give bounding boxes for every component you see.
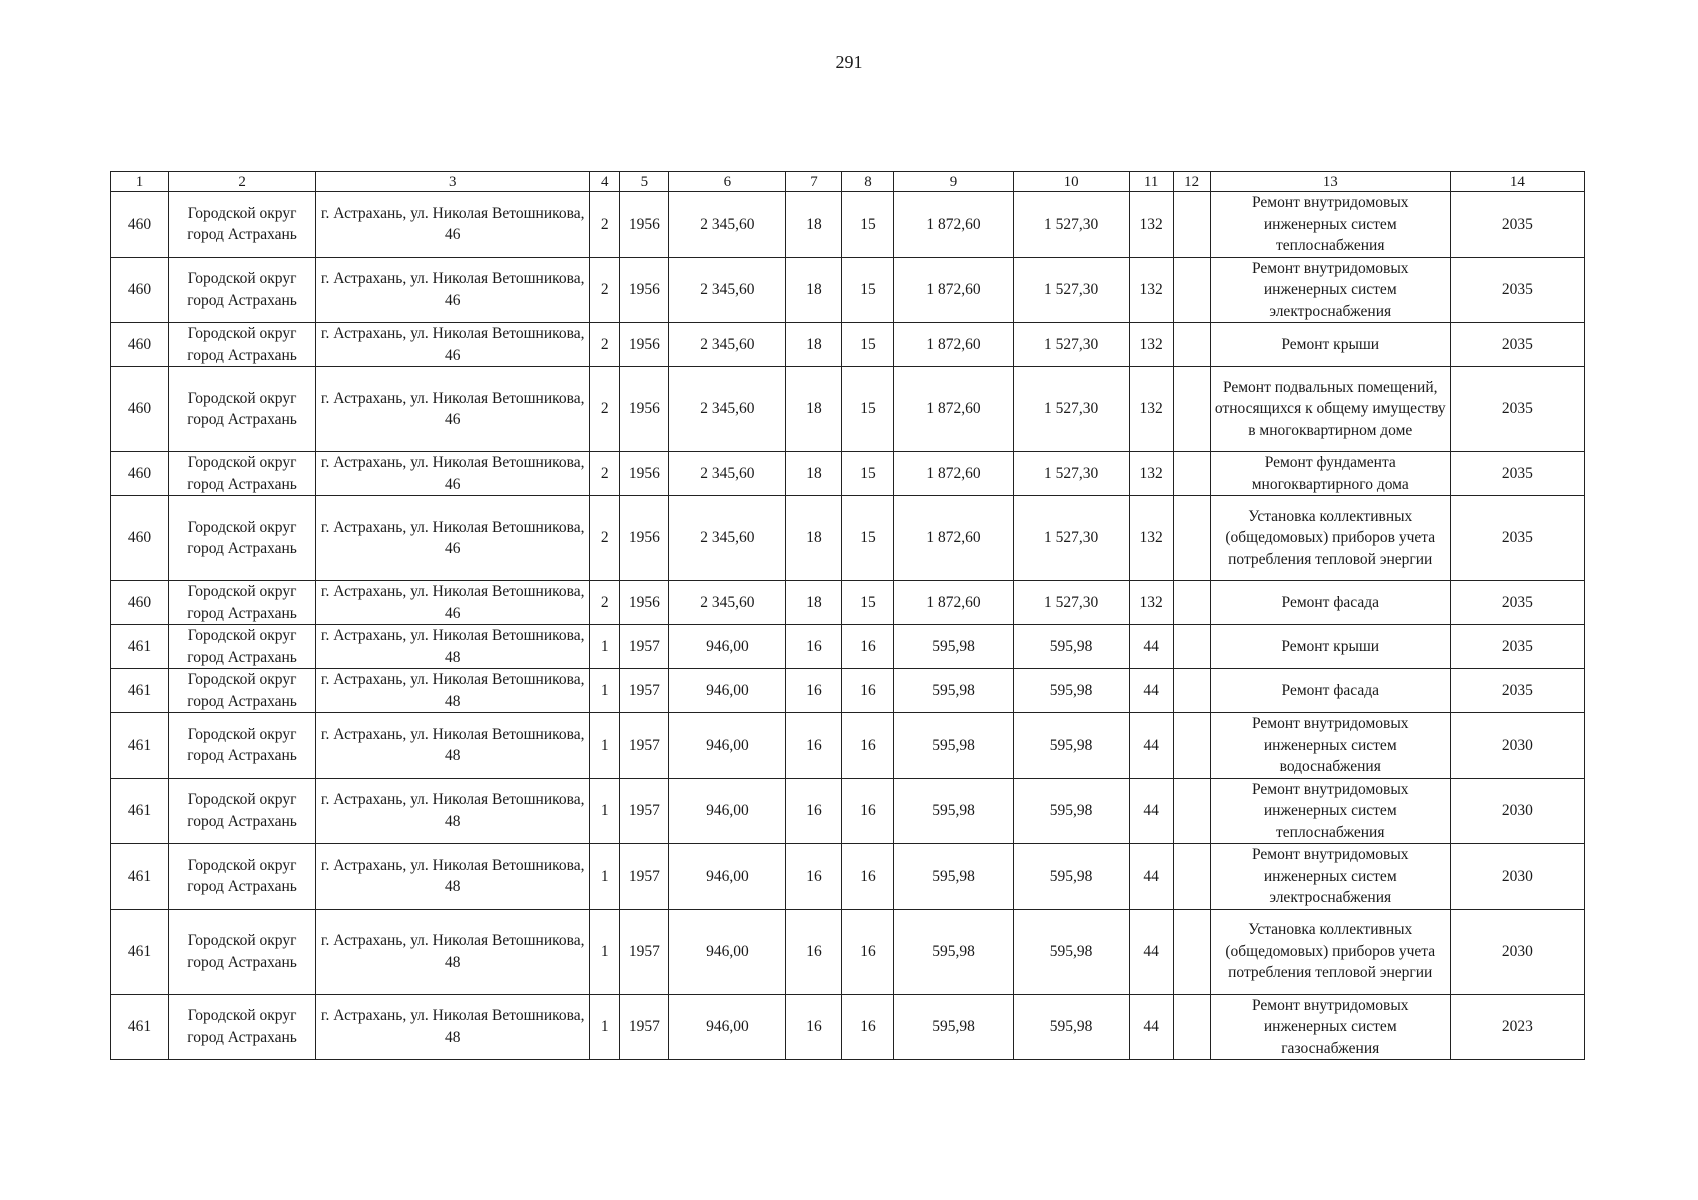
municipality-cell: Городской округ город Астрахань — [169, 257, 316, 323]
col-7-cell: 18 — [786, 257, 842, 323]
residents-cell: 44 — [1129, 625, 1173, 669]
table-row — [111, 257, 1585, 323]
floors-cell: 1 — [590, 625, 620, 669]
col-10-cell: 595,98 — [1013, 625, 1129, 669]
residents-cell: 132 — [1129, 192, 1173, 258]
col-10-cell: 1 527,30 — [1013, 581, 1129, 625]
address-cell: г. Астрахань, ул. Николая Ветошникова, 46 — [316, 367, 590, 452]
address-cell: г. Астрахань, ул. Николая Ветошникова, 46 — [316, 452, 590, 496]
total-area-cell: 946,00 — [669, 625, 786, 669]
work-type-cell: Ремонт внутридомовых инженерных систем водоснабжения — [1210, 713, 1450, 779]
total-area-cell: 946,00 — [669, 844, 786, 910]
total-area-cell: 2 345,60 — [669, 323, 786, 367]
column-header: 8 — [842, 172, 894, 192]
year-built-cell: 1956 — [620, 257, 669, 323]
col-8-cell: 16 — [842, 778, 894, 844]
col-8-cell: 16 — [842, 909, 894, 994]
row-number-cell: 461 — [111, 669, 169, 713]
municipality-cell: Городской округ город Астрахань — [169, 452, 316, 496]
col-10-cell: 595,98 — [1013, 844, 1129, 910]
living-area-cell: 1 872,60 — [894, 323, 1013, 367]
work-type-cell: Ремонт внутридомовых инженерных систем теплоснабжения — [1210, 192, 1450, 258]
municipality-cell: Городской округ город Астрахань — [169, 778, 316, 844]
planned-year-cell: 2030 — [1450, 778, 1584, 844]
col-12-cell — [1173, 323, 1210, 367]
residents-cell: 44 — [1129, 909, 1173, 994]
row-number-cell: 461 — [111, 778, 169, 844]
row-number-cell: 461 — [111, 994, 169, 1060]
work-type-cell: Ремонт внутридомовых инженерных систем газоснабжения — [1210, 994, 1450, 1060]
year-built-cell: 1956 — [620, 323, 669, 367]
col-8-cell: 15 — [842, 323, 894, 367]
col-12-cell — [1173, 192, 1210, 258]
year-built-cell: 1957 — [620, 778, 669, 844]
table-row — [111, 452, 1585, 496]
column-header: 14 — [1450, 172, 1584, 192]
year-built-cell: 1957 — [620, 669, 669, 713]
living-area-cell: 1 872,60 — [894, 581, 1013, 625]
col-10-cell: 1 527,30 — [1013, 452, 1129, 496]
address-cell: г. Астрахань, ул. Николая Ветошникова, 48 — [316, 844, 590, 910]
planned-year-cell: 2035 — [1450, 452, 1584, 496]
col-12-cell — [1173, 496, 1210, 581]
column-header: 7 — [786, 172, 842, 192]
row-number-cell: 460 — [111, 323, 169, 367]
floors-cell: 1 — [590, 713, 620, 779]
living-area-cell: 1 872,60 — [894, 367, 1013, 452]
year-built-cell: 1957 — [620, 994, 669, 1060]
work-type-cell: Ремонт фундамента многоквартирного дома — [1210, 452, 1450, 496]
municipality-cell: Городской округ город Астрахань — [169, 625, 316, 669]
year-built-cell: 1957 — [620, 844, 669, 910]
address-cell: г. Астрахань, ул. Николая Ветошникова, 48 — [316, 778, 590, 844]
column-header: 12 — [1173, 172, 1210, 192]
capital-repair-table — [110, 171, 1585, 1060]
col-8-cell: 15 — [842, 367, 894, 452]
row-number-cell: 461 — [111, 909, 169, 994]
total-area-cell: 946,00 — [669, 909, 786, 994]
col-7-cell: 16 — [786, 909, 842, 994]
col-8-cell: 15 — [842, 496, 894, 581]
row-number-cell: 461 — [111, 844, 169, 910]
residents-cell: 44 — [1129, 713, 1173, 779]
address-cell: г. Астрахань, ул. Николая Ветошникова, 46 — [316, 496, 590, 581]
planned-year-cell: 2035 — [1450, 581, 1584, 625]
column-header: 10 — [1013, 172, 1129, 192]
planned-year-cell: 2030 — [1450, 713, 1584, 779]
address-cell: г. Астрахань, ул. Николая Ветошникова, 46 — [316, 581, 590, 625]
column-header: 13 — [1210, 172, 1450, 192]
total-area-cell: 2 345,60 — [669, 192, 786, 258]
year-built-cell: 1956 — [620, 496, 669, 581]
col-7-cell: 18 — [786, 192, 842, 258]
row-number-cell: 460 — [111, 367, 169, 452]
planned-year-cell: 2035 — [1450, 669, 1584, 713]
column-header: 5 — [620, 172, 669, 192]
total-area-cell: 946,00 — [669, 994, 786, 1060]
address-cell: г. Астрахань, ул. Николая Ветошникова, 46 — [316, 192, 590, 258]
municipality-cell: Городской округ город Астрахань — [169, 669, 316, 713]
col-10-cell: 1 527,30 — [1013, 496, 1129, 581]
col-10-cell: 595,98 — [1013, 713, 1129, 779]
floors-cell: 2 — [590, 323, 620, 367]
row-number-cell: 461 — [111, 713, 169, 779]
col-8-cell: 15 — [842, 452, 894, 496]
col-12-cell — [1173, 844, 1210, 910]
column-header: 6 — [669, 172, 786, 192]
col-12-cell — [1173, 367, 1210, 452]
col-12-cell — [1173, 994, 1210, 1060]
living-area-cell: 595,98 — [894, 844, 1013, 910]
residents-cell: 44 — [1129, 669, 1173, 713]
table-row — [111, 581, 1585, 625]
total-area-cell: 946,00 — [669, 778, 786, 844]
work-type-cell: Ремонт крыши — [1210, 625, 1450, 669]
floors-cell: 1 — [590, 778, 620, 844]
col-8-cell: 15 — [842, 581, 894, 625]
col-12-cell — [1173, 909, 1210, 994]
total-area-cell: 2 345,60 — [669, 581, 786, 625]
municipality-cell: Городской округ город Астрахань — [169, 581, 316, 625]
col-12-cell — [1173, 452, 1210, 496]
column-number-row — [111, 172, 1585, 192]
floors-cell: 1 — [590, 669, 620, 713]
living-area-cell: 1 872,60 — [894, 192, 1013, 258]
total-area-cell: 946,00 — [669, 669, 786, 713]
row-number-cell: 460 — [111, 257, 169, 323]
table-row — [111, 367, 1585, 452]
col-12-cell — [1173, 778, 1210, 844]
row-number-cell: 461 — [111, 625, 169, 669]
living-area-cell: 1 872,60 — [894, 452, 1013, 496]
work-type-cell: Ремонт крыши — [1210, 323, 1450, 367]
table-body — [111, 192, 1585, 1060]
floors-cell: 2 — [590, 192, 620, 258]
table-row — [111, 496, 1585, 581]
work-type-cell: Ремонт фасада — [1210, 669, 1450, 713]
floors-cell: 1 — [590, 909, 620, 994]
col-12-cell — [1173, 625, 1210, 669]
year-built-cell: 1957 — [620, 625, 669, 669]
year-built-cell: 1957 — [620, 909, 669, 994]
address-cell: г. Астрахань, ул. Николая Ветошникова, 48 — [316, 669, 590, 713]
col-10-cell: 1 527,30 — [1013, 367, 1129, 452]
residents-cell: 132 — [1129, 452, 1173, 496]
column-header: 11 — [1129, 172, 1173, 192]
floors-cell: 1 — [590, 994, 620, 1060]
planned-year-cell: 2030 — [1450, 844, 1584, 910]
address-cell: г. Астрахань, ул. Николая Ветошникова, 48 — [316, 994, 590, 1060]
floors-cell: 2 — [590, 367, 620, 452]
table-row — [111, 844, 1585, 910]
row-number-cell: 460 — [111, 192, 169, 258]
column-header: 3 — [316, 172, 590, 192]
planned-year-cell: 2035 — [1450, 367, 1584, 452]
page-number: 291 — [835, 52, 863, 72]
work-type-cell: Ремонт фасада — [1210, 581, 1450, 625]
col-7-cell: 18 — [786, 452, 842, 496]
col-7-cell: 18 — [786, 367, 842, 452]
col-8-cell: 16 — [842, 713, 894, 779]
year-built-cell: 1956 — [620, 581, 669, 625]
living-area-cell: 595,98 — [894, 778, 1013, 844]
table-row — [111, 994, 1585, 1060]
column-header: 4 — [590, 172, 620, 192]
living-area-cell: 1 872,60 — [894, 496, 1013, 581]
table-row — [111, 323, 1585, 367]
year-built-cell: 1956 — [620, 192, 669, 258]
municipality-cell: Городской округ город Астрахань — [169, 713, 316, 779]
residents-cell: 132 — [1129, 496, 1173, 581]
work-type-cell: Ремонт внутридомовых инженерных систем теплоснабжения — [1210, 778, 1450, 844]
col-10-cell: 1 527,30 — [1013, 257, 1129, 323]
residents-cell: 132 — [1129, 257, 1173, 323]
planned-year-cell: 2035 — [1450, 323, 1584, 367]
municipality-cell: Городской округ город Астрахань — [169, 323, 316, 367]
planned-year-cell: 2023 — [1450, 994, 1584, 1060]
residents-cell: 44 — [1129, 994, 1173, 1060]
col-8-cell: 16 — [842, 625, 894, 669]
col-12-cell — [1173, 669, 1210, 713]
planned-year-cell: 2030 — [1450, 909, 1584, 994]
col-10-cell: 595,98 — [1013, 669, 1129, 713]
column-header: 1 — [111, 172, 169, 192]
municipality-cell: Городской округ город Астрахань — [169, 496, 316, 581]
planned-year-cell: 2035 — [1450, 625, 1584, 669]
col-7-cell: 16 — [786, 713, 842, 779]
address-cell: г. Астрахань, ул. Николая Ветошникова, 48 — [316, 909, 590, 994]
row-number-cell: 460 — [111, 581, 169, 625]
table-row — [111, 669, 1585, 713]
col-7-cell: 18 — [786, 581, 842, 625]
table-row — [111, 778, 1585, 844]
living-area-cell: 595,98 — [894, 909, 1013, 994]
address-cell: г. Астрахань, ул. Николая Ветошникова, 48 — [316, 625, 590, 669]
work-type-cell: Ремонт внутридомовых инженерных систем электроснабжения — [1210, 257, 1450, 323]
table-row — [111, 625, 1585, 669]
table-row — [111, 713, 1585, 779]
year-built-cell: 1956 — [620, 367, 669, 452]
col-7-cell: 18 — [786, 323, 842, 367]
living-area-cell: 595,98 — [894, 669, 1013, 713]
col-8-cell: 15 — [842, 257, 894, 323]
col-7-cell: 16 — [786, 778, 842, 844]
municipality-cell: Городской округ город Астрахань — [169, 367, 316, 452]
municipality-cell: Городской округ город Астрахань — [169, 994, 316, 1060]
col-10-cell: 595,98 — [1013, 909, 1129, 994]
work-type-cell: Установка коллективных (общедомовых) приборов учета потребления тепловой энергии — [1210, 909, 1450, 994]
column-header: 9 — [894, 172, 1013, 192]
col-10-cell: 595,98 — [1013, 994, 1129, 1060]
col-10-cell: 1 527,30 — [1013, 192, 1129, 258]
floors-cell: 2 — [590, 496, 620, 581]
residents-cell: 44 — [1129, 844, 1173, 910]
municipality-cell: Городской округ город Астрахань — [169, 844, 316, 910]
col-8-cell: 15 — [842, 192, 894, 258]
col-7-cell: 18 — [786, 496, 842, 581]
floors-cell: 1 — [590, 844, 620, 910]
planned-year-cell: 2035 — [1450, 192, 1584, 258]
col-12-cell — [1173, 713, 1210, 779]
residents-cell: 132 — [1129, 581, 1173, 625]
floors-cell: 2 — [590, 257, 620, 323]
col-7-cell: 16 — [786, 844, 842, 910]
total-area-cell: 2 345,60 — [669, 496, 786, 581]
planned-year-cell: 2035 — [1450, 496, 1584, 581]
col-7-cell: 16 — [786, 994, 842, 1060]
work-type-cell: Ремонт подвальных помещений, относящихся к общему имуществу в многоквартирном доме — [1210, 367, 1450, 452]
work-type-cell: Ремонт внутридомовых инженерных систем электроснабжения — [1210, 844, 1450, 910]
table-row — [111, 909, 1585, 994]
col-8-cell: 16 — [842, 844, 894, 910]
table-row — [111, 192, 1585, 258]
floors-cell: 2 — [590, 452, 620, 496]
column-header: 2 — [169, 172, 316, 192]
planned-year-cell: 2035 — [1450, 257, 1584, 323]
row-number-cell: 460 — [111, 496, 169, 581]
address-cell: г. Астрахань, ул. Николая Ветошникова, 46 — [316, 323, 590, 367]
col-10-cell: 595,98 — [1013, 778, 1129, 844]
address-cell: г. Астрахань, ул. Николая Ветошникова, 48 — [316, 713, 590, 779]
living-area-cell: 595,98 — [894, 625, 1013, 669]
total-area-cell: 2 345,60 — [669, 257, 786, 323]
municipality-cell: Городской округ город Астрахань — [169, 192, 316, 258]
col-12-cell — [1173, 257, 1210, 323]
residents-cell: 132 — [1129, 367, 1173, 452]
col-8-cell: 16 — [842, 994, 894, 1060]
year-built-cell: 1957 — [620, 713, 669, 779]
total-area-cell: 2 345,60 — [669, 367, 786, 452]
residents-cell: 44 — [1129, 778, 1173, 844]
living-area-cell: 1 872,60 — [894, 257, 1013, 323]
address-cell: г. Астрахань, ул. Николая Ветошникова, 46 — [316, 257, 590, 323]
row-number-cell: 460 — [111, 452, 169, 496]
col-7-cell: 16 — [786, 669, 842, 713]
col-8-cell: 16 — [842, 669, 894, 713]
floors-cell: 2 — [590, 581, 620, 625]
municipality-cell: Городской округ город Астрахань — [169, 909, 316, 994]
col-7-cell: 16 — [786, 625, 842, 669]
total-area-cell: 2 345,60 — [669, 452, 786, 496]
year-built-cell: 1956 — [620, 452, 669, 496]
work-type-cell: Установка коллективных (общедомовых) приборов учета потребления тепловой энергии — [1210, 496, 1450, 581]
col-12-cell — [1173, 581, 1210, 625]
col-10-cell: 1 527,30 — [1013, 323, 1129, 367]
total-area-cell: 946,00 — [669, 713, 786, 779]
living-area-cell: 595,98 — [894, 713, 1013, 779]
living-area-cell: 595,98 — [894, 994, 1013, 1060]
residents-cell: 132 — [1129, 323, 1173, 367]
